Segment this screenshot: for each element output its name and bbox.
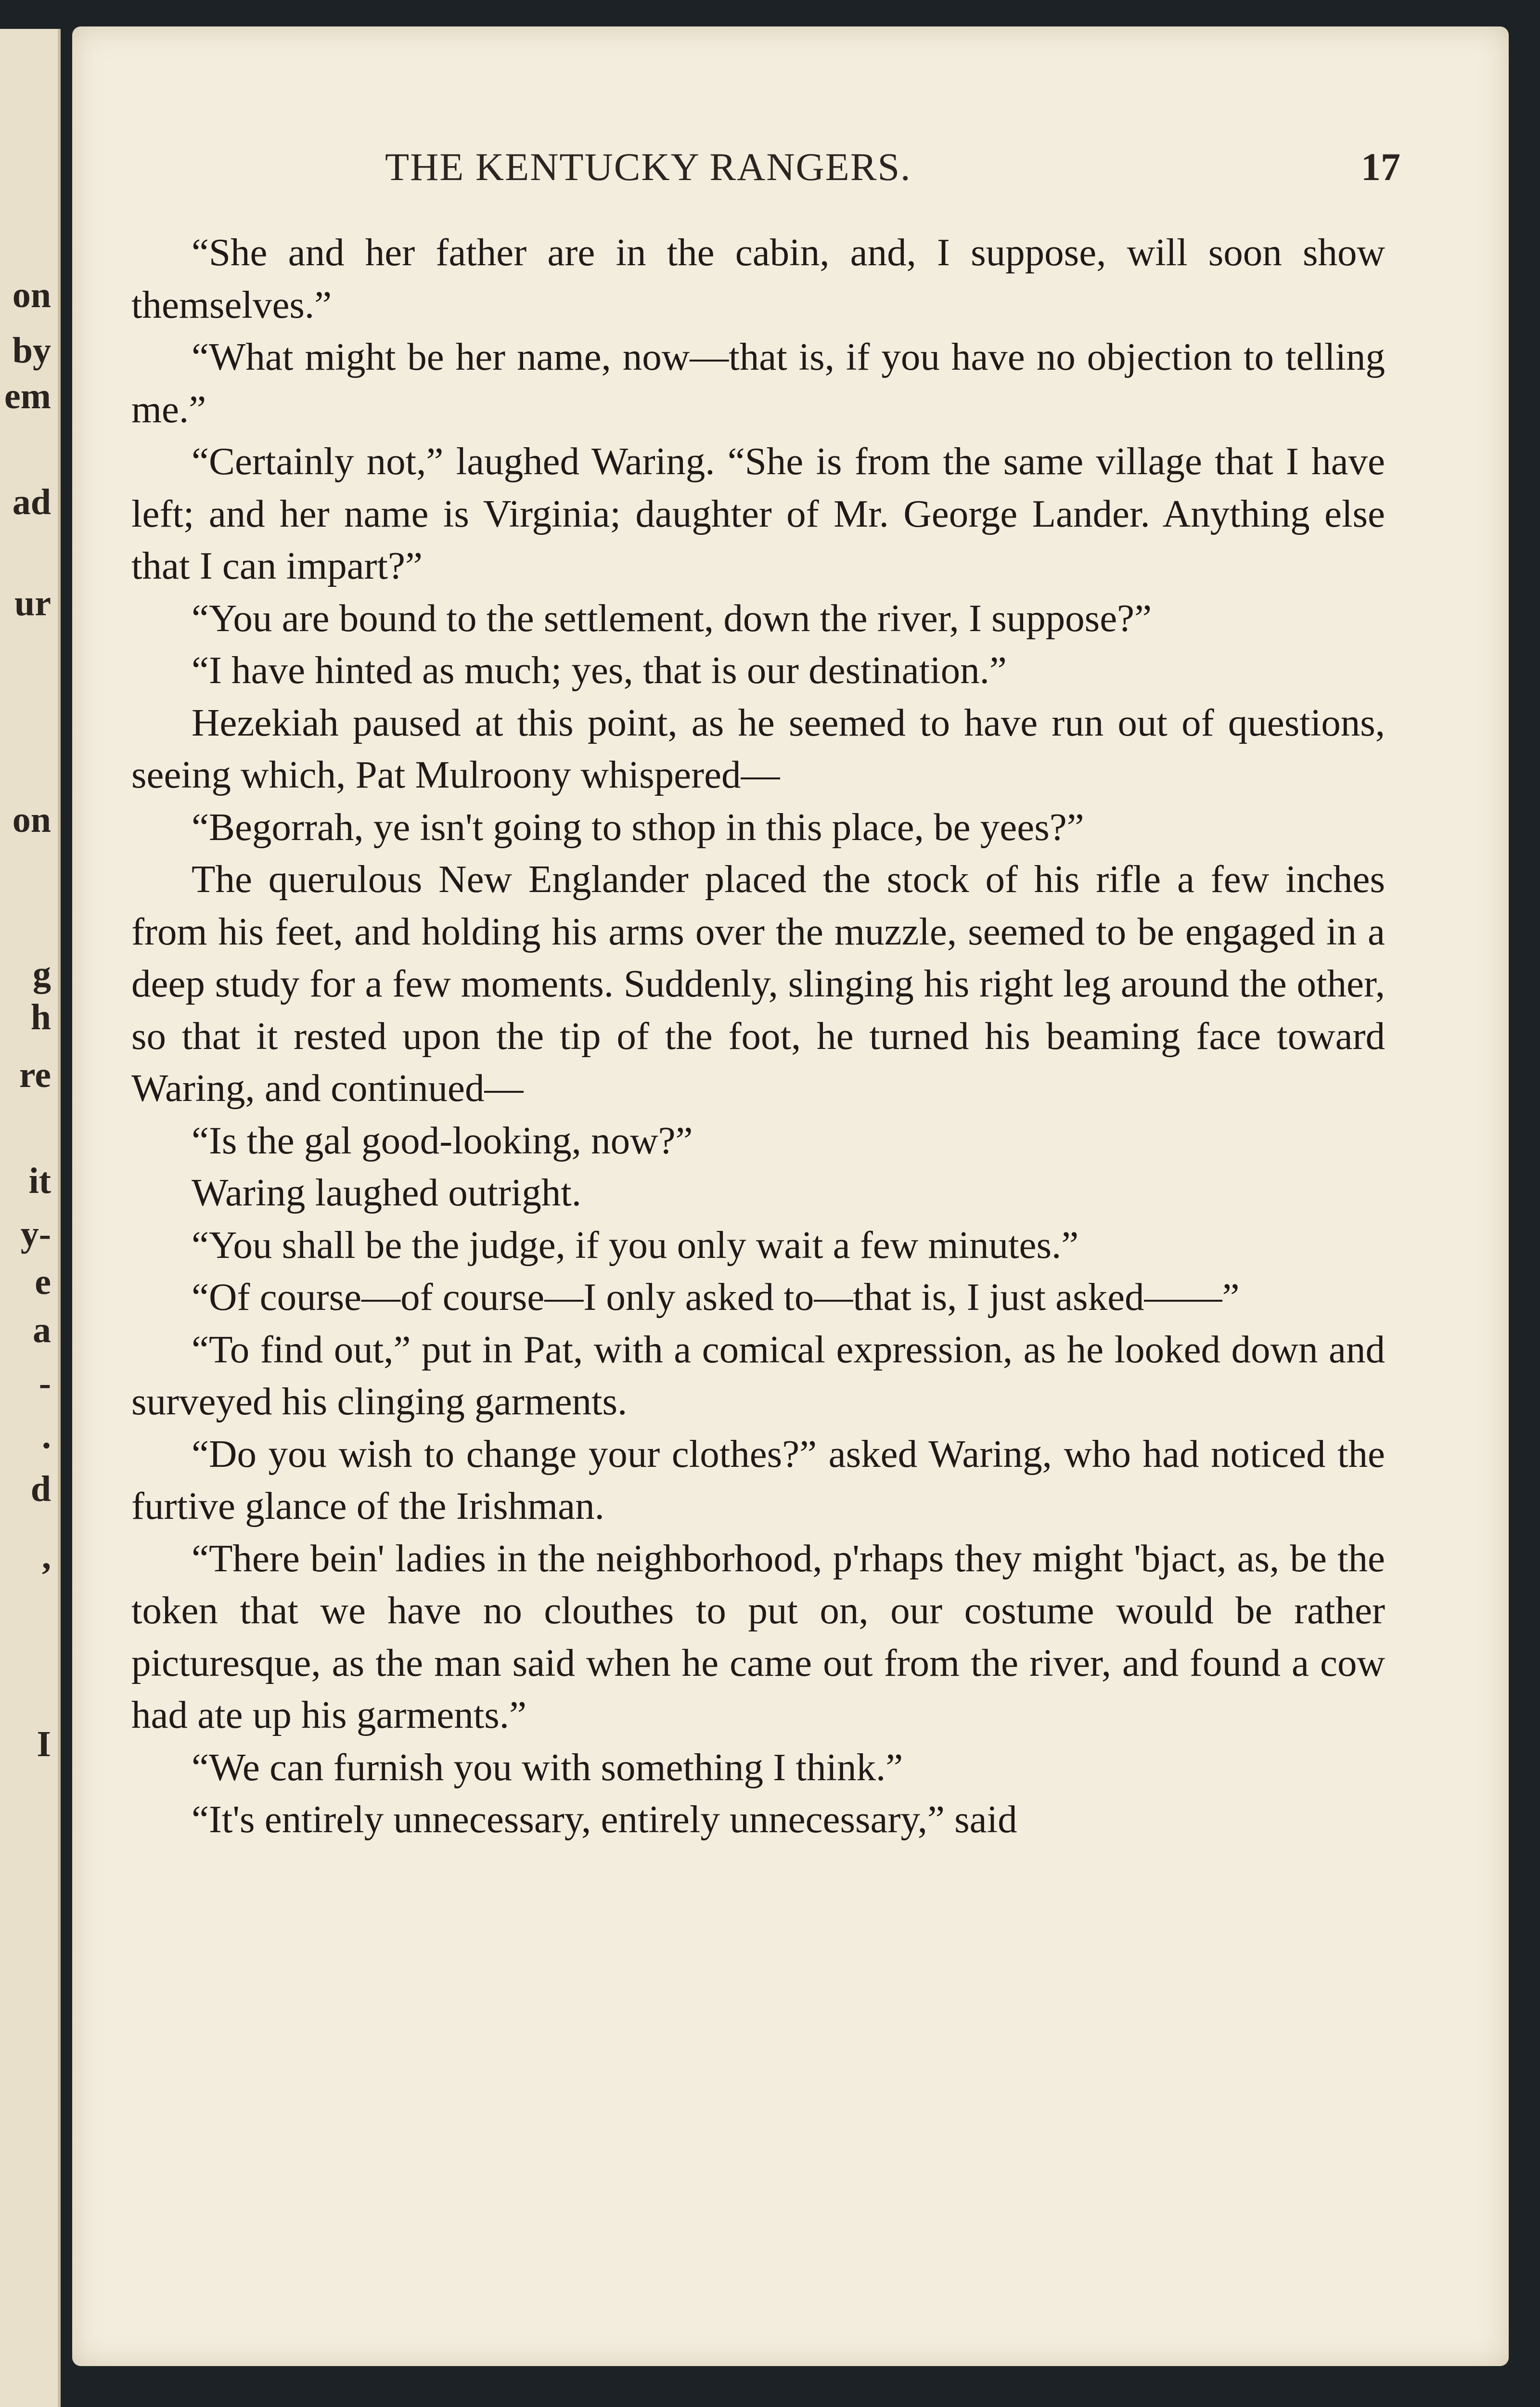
fragment: g: [33, 954, 51, 994]
fragment: ur: [14, 583, 51, 623]
fragment: by: [12, 330, 51, 371]
body-text: [131, 226, 1385, 1846]
fragment: e: [35, 1262, 51, 1302]
adjacent-page-edge: [0, 29, 61, 2407]
paragraph: The querulous New Englander placed the stock of his rifle a few inches from his feet, and holding his arms over the muzzle, seemed to be engaged in a deep study for a few moments. Suddenly, slinging his right leg around the other, so that it rested upon the tip of the foot, he turned his beaming face toward Waring, and continued—: [131, 857, 1385, 1110]
paragraph: “I have hinted as much; yes, that is our destination.”: [192, 648, 1007, 692]
paragraph: Hezekiah paused at this point, as he seemed to have run out of questions, seeing which, Pat Mulroony whispered—: [131, 700, 1385, 796]
paragraph: “Is the gal good-looking, now?”: [192, 1118, 693, 1162]
paragraph: “Begorrah, ye isn't going to sthop in this place, be yees?”: [192, 805, 1084, 849]
fragment: .: [42, 1416, 51, 1456]
paragraph: “Do you wish to change your clothes?” asked Waring, who had noticed the furtive glance of the Irishman.: [131, 1432, 1385, 1527]
fragment: -: [38, 1363, 51, 1403]
fragment: d: [30, 1469, 51, 1509]
paragraph: “You shall be the judge, if you only wait a few minutes.”: [192, 1223, 1079, 1267]
paragraph: “There bein' ladies in the neighborhood, p'rhaps they might 'bjact, as, be the token that we have no clouthes to put on, our costume would be rather picturesque, as the man said when he came out from the river, and found a cow had ate up his garments.”: [131, 1536, 1385, 1736]
paragraph: “You are bound to the settlement, down the river, I suppose?”: [192, 596, 1152, 640]
fragment: y-: [20, 1214, 51, 1254]
fragment: em: [4, 376, 51, 416]
fragment: re: [19, 1055, 51, 1095]
paragraph: “Certainly not,” laughed Waring. “She is from the same village that I have left; and her name is Virginia; daughter of Mr. George Lander. Anything else that I can impart?”: [131, 440, 1385, 587]
fragment: on: [12, 275, 51, 315]
fragment: ,: [42, 1536, 51, 1577]
paragraph: “It's entirely unnecessary, entirely unnecessary,” said: [192, 1798, 1017, 1841]
fragment: ad: [12, 482, 51, 522]
fragment: it: [28, 1161, 51, 1201]
paragraph: “We can furnish you with something I think.”: [192, 1745, 903, 1789]
fragment: I: [37, 1724, 51, 1764]
paragraph: Waring laughed outright.: [192, 1171, 582, 1214]
running-title: THE KENTUCKY RANGERS.: [385, 145, 911, 189]
fragment: a: [33, 1310, 51, 1350]
paragraph: “Of course—of course—I only asked to—that is, I just asked——”: [192, 1275, 1240, 1319]
paragraph: “To find out,” put in Pat, with a comical expression, as he looked down and surveyed his clinging garments.: [131, 1327, 1385, 1423]
running-header: [385, 144, 1400, 207]
paragraph: “She and her father are in the cabin, and, I suppose, will soon show themselves.”: [131, 231, 1385, 326]
fragment: h: [30, 997, 51, 1037]
fragment: on: [12, 800, 51, 840]
book-page: [72, 26, 1509, 2366]
paragraph: “What might be her name, now—that is, if you have no objection to telling me.”: [131, 335, 1385, 431]
page-number: 17: [1361, 145, 1400, 189]
